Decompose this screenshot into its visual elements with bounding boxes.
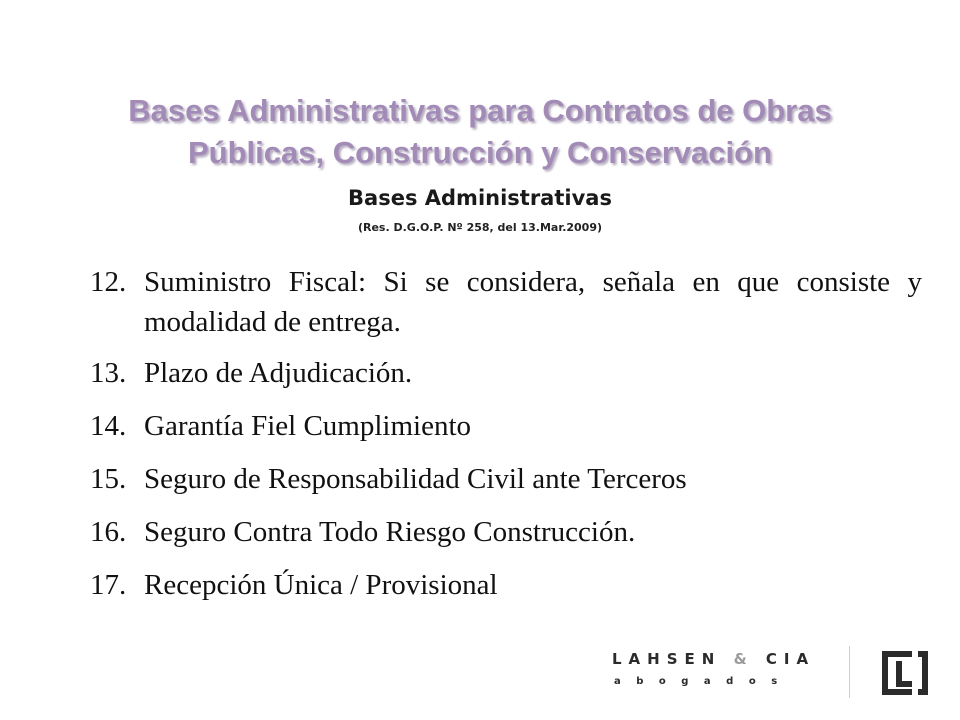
item-list	[90, 262, 922, 618]
list-item	[90, 565, 922, 605]
item-text: Seguro Contra Todo Riesgo Construcción.	[144, 516, 636, 548]
item-number: 15.	[90, 463, 127, 495]
logo-ampersand: &	[733, 650, 754, 668]
item-text: Seguro de Responsabilidad Civil ante Terceros	[144, 463, 687, 495]
item-number: 16.	[90, 516, 127, 548]
logo-name	[612, 650, 815, 668]
logo-tagline: abogados	[614, 676, 793, 687]
list-item	[90, 512, 922, 552]
item-number: 17.	[90, 569, 127, 601]
bracket-l-logo-icon	[878, 647, 932, 699]
item-text: Recepción Única / Provisional	[144, 569, 498, 601]
citation: (Res. D.G.O.P. Nº 258, del 13.Mar.2009)	[357, 221, 603, 234]
item-text: Plazo de Adjudicación.	[144, 357, 413, 389]
main-title-line2: Públicas, Construcción y Conservación	[188, 135, 772, 170]
subtitle: Bases Administrativas	[348, 186, 612, 210]
item-text: Suministro Fiscal: Si se considera, señala en que consiste y modalidad de entrega.	[144, 266, 922, 338]
logo-name-part2: CIA	[765, 650, 816, 668]
logo-name-part1: LAHSEN	[612, 650, 722, 668]
item-text: Garantía Fiel Cumplimiento	[144, 410, 472, 442]
list-item	[90, 262, 922, 342]
list-item	[90, 459, 922, 499]
list-item	[90, 353, 922, 393]
logo-divider	[849, 646, 850, 698]
main-title	[20, 90, 940, 174]
item-number: 14.	[90, 410, 127, 442]
item-number: 12.	[90, 266, 127, 298]
main-title-line1: Bases Administrativas para Contratos de Obras	[128, 93, 832, 128]
item-number: 13.	[90, 357, 127, 389]
list-item	[90, 406, 922, 446]
firm-logo	[612, 650, 932, 706]
